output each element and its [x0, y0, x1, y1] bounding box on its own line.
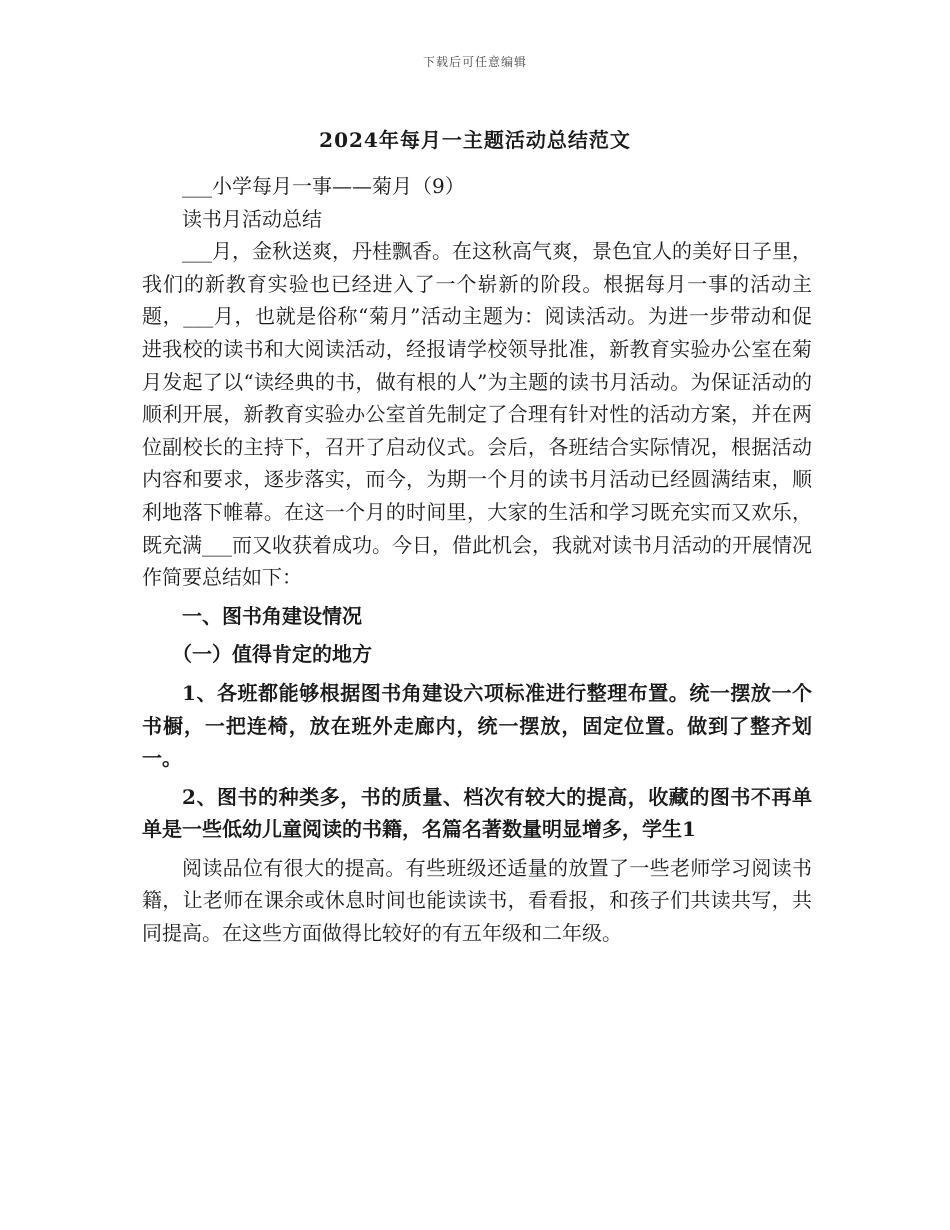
subsection-heading: （一）值得肯定的地方 — [172, 642, 372, 667]
intro-paragraph: ___月，金秋送爽，丹桂飘香。在这秋高气爽，景色宜人的美好日子里，我们的新教育实验也已经进入了一个崭新的阶段。根据每月一事的活动主题，___月，也就是俗称“菊月”活动主题为：阅读活动。为进一步带动和促进我校的读书和大阅读活动，经报请学校领导批准，新教育实验办公室在菊月发起了以“读经典的书，做有根的人”为主题的读书月活动。为保证活动的顺利开展，新教育实验办公室首先制定了合理有针对性的活动方案，并在两位副校长的主持下，召开了启动仪式。会后，各班结合实际情况，根据活动内容和要求，逐步落实，而今，为期一个月的读书月活动已经圆满结束，顺利地落下帷幕。在这一个月的时间里，大家的生活和学习既充实而又欢乐，既充满___而又收获着成功。今日，借此机会，我就对读书月活动的开展情况作简要总结如下： — [142, 239, 812, 590]
list-item: 2、图书的种类多，书的质量、档次有较大的提高，收藏的图书不再单单是一些低幼儿童阅读的书籍，名篇名著数量明显增多，学生1 — [142, 784, 812, 842]
closing-paragraph: 阅读品位有很大的提高。有些班级还适量的放置了一些老师学习阅读书籍，让老师在课余或休息时间也能读读书，看看报，和孩子们共读共写，共同提高。在这些方面做得比较好的有五年级和二年级。 — [142, 855, 812, 946]
school-line: ___小学每月一事——菊月（9） — [182, 174, 465, 198]
document-body — [142, 170, 812, 950]
header-note: 下载后可任意编辑 — [422, 55, 527, 69]
summary-subtitle: 读书月活动总结 — [182, 206, 322, 231]
section-heading: 一、图书角建设情况 — [182, 603, 362, 628]
list-item: 1、各班都能够根据图书角建设六项标准进行整理布置。统一摆放一个书橱，一把连椅，放在班外走廊内，统一摆放，固定位置。做到了整齐划一。 — [142, 680, 812, 771]
document-title: 2024年每月一主题活动总结范文 — [319, 128, 631, 152]
